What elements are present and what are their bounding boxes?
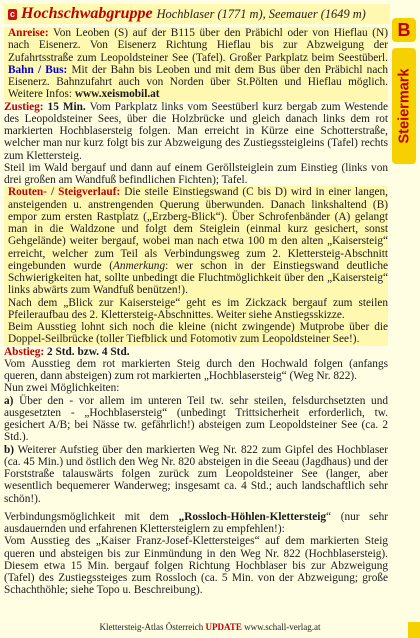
route-text-2: : wer schon in der Einstiegswand deutliche Schwierigkeiten hat, sollte unbedingt die Fluchtmöglichkeit über den „Kaisersteig“ links abwärts zum Wandfuß benützen!). xyxy=(8,259,388,297)
xeismobil-link[interactable]: www.xeismobil.at xyxy=(74,88,160,101)
anreise-text-2: Mit der Bahn bis Leoben und mit dem Bus über den Präbichl nach Eisenerz. Bahnzufahrt auch von Norden über St.Pölten und Hieflau möglich. Weitere Infos: xyxy=(8,63,388,101)
verbindung-text-2: “ (nur sehr ausdauernden und erfahrenen Klettersteiglern zu empfehlen!): xyxy=(4,510,388,535)
footer-update: UPDATE xyxy=(205,622,242,632)
region-label: Steiermark xyxy=(396,68,412,144)
corner-marker xyxy=(408,622,420,638)
zustieg-paragraph xyxy=(4,101,388,162)
header-band xyxy=(4,4,390,24)
abstieg-option-a xyxy=(4,395,388,444)
route-paragraph xyxy=(4,186,388,296)
abstieg-option-b xyxy=(4,444,388,505)
footer-website[interactable]: www.schall-verlag.at xyxy=(241,622,321,632)
route-anmerkung: Anmerkung xyxy=(113,259,166,272)
zustieg-text: Vom Parkplatz links vom Seestüberl kurz bergab zum Westende des Leopoldsteiner Sees, über die Holzbrücke und gleich danach links dem rot markierten Hochblasersteig folgen. Man erreicht in Kürze eine Schotterstraße, welcher man nur kurz folgt bis zur Abzweigung des Zustiegssteigleins (Tafel) rechts zum Klettersteig. xyxy=(4,100,388,162)
header-marker: c xyxy=(10,8,16,19)
abstieg-time: 2 Std. bzw. 4 Std. xyxy=(44,345,130,358)
section-letter: B xyxy=(397,19,411,40)
option-a-text: Über den - vor allem im unteren Teil tw. sehr steilen, felsdurchsetzten und ausgesetzten - „Hochblasersteig“ (unbedingt Trittsicherheit erforderlich, tw. gesichert A/B; bei Nässe tw. gefährlich!) absteigen zum Leopoldsteiner See (ca. 2 Std.). xyxy=(4,394,388,444)
bahn-bus-label: Bahn / Bus: xyxy=(8,63,68,76)
footer-publication: Klettersteig-Atlas Österreich xyxy=(99,622,206,632)
region-tab xyxy=(392,48,416,164)
page-subtitle: Hochblaser (1771 m), Seemauer (1649 m) xyxy=(156,6,366,21)
anreise-label: Anreise: xyxy=(8,27,49,39)
abstieg-paragraph-2: Nun zwei Möglichkeiten: xyxy=(4,382,120,395)
route-label: Routen- / Steigverlauf: xyxy=(8,186,121,199)
anreise-paragraph xyxy=(4,27,388,101)
route-paragraph-3: Beim Ausstieg lohnt sich noch die kleine (nicht zwingende) Mutprobe über die Doppel-Seilbrücke (toller Tiefblick und Fotomotiv zum Leopoldsteiner See!). xyxy=(4,321,388,346)
anreise-text-1: Von Leoben (S) auf der B115 über den Präbichl oder von Hieflau (N) nach Eisenerz. Von Eisenerz Richtung Hieflau bis zur Abzweigung der Zufahrtsstraße zum Leopoldsteiner See (Tafel). Großer Parkplatz beim Seestüberl. xyxy=(8,27,388,64)
zustieg-time: 15 Min. xyxy=(43,100,86,113)
route-text-1: Die steile Einstiegswand (C bis D) wird in einer langen, ansteigenden u. anstrengenden Querung überwunden. Danach linkshaltend (B) empor zum ersten Rastplatz („Erzberg-Blick“). Über Schrofenbänder (A) gelangt man in die Waldzone und folgt dem Steiglein (einmal kurz gesichert, sonst Gehgelände) weiter bergauf, wobei man nach etwa 100 m den alten „Kaisersteig“ erreicht, welcher zum Teil als Verbindungsweg zum 2. Klettersteig-Abschnitt eingebunden wurde ( xyxy=(8,186,388,272)
abstieg-heading xyxy=(4,346,388,358)
zustieg-label: Zustieg: xyxy=(4,100,44,113)
option-b-text: Weiterer Aufstieg über den markierten Weg Nr. 822 zum Gipfel des Hochblaser (ca. 45 Min.) und östlich den Weg Nr. 820 absteigen in die Seeau (Jagdhaus) und der Forststraße talauswärts folgen zurück zum Leopoldsteiner See (langer, aber wesentlich bequemerer Wanderweg; insgesamt ca. 4 Std.; auch landschaftlich sehr schön!). xyxy=(4,443,388,505)
route-paragraph-2: Nach dem „Blick zur Kaisersteige“ geht es im Zickzack bergauf zum steilen Pfeileraufbau des 2. Klettersteig-Abschnittes. Weiter siehe Anstiegsskizze. xyxy=(4,297,388,322)
abstieg-label: Abstieg: xyxy=(4,345,45,358)
page-title: Hochschwabgruppe xyxy=(21,5,153,22)
verbindung-paragraph xyxy=(4,511,388,536)
option-b-marker: b) xyxy=(4,443,15,456)
zustieg-paragraph-2: Steil im Wald bergauf und dann auf einem Geröllsteiglein zum Einstieg (links von drei großen am Wandfuß befindlichen Fichten); Tafel. xyxy=(4,161,388,186)
verbindung-paragraph-2: Vom Ausstieg des „Kaiser Franz-Josef-Klettersteiges“ auf dem markierten Steig queren und absteigen bis zur Einmündung in den Weg Nr. 822 (Hochblasersteig). Diesem etwa 15 Min. bergauf folgen Richtung Hochblaser bis zur Abzweigung (Tafel) des Zustiegssteiges zum Rossloch (ca. 5 Min. von der Abzweigung; große Schachthöhle; siehe Topo u. Beschreibung). xyxy=(4,535,388,597)
section-letter-tab xyxy=(392,18,416,42)
verbindung-text-1: Verbindungsmöglichkeit mit dem xyxy=(4,510,179,523)
page-footer xyxy=(0,622,420,632)
abstieg-paragraph-1: Vom Ausstieg dem rot markierten Steig durch den Hochwald folgen (anfangs queren, dann absteigen) zum rot markierten „Hochblasersteig“ (Weg Nr. 822). xyxy=(4,357,388,382)
rossloch-name: „Rossloch-Höhlen-Klettersteig xyxy=(178,510,327,523)
main-text xyxy=(4,27,388,597)
option-a-marker: a) xyxy=(4,394,14,407)
